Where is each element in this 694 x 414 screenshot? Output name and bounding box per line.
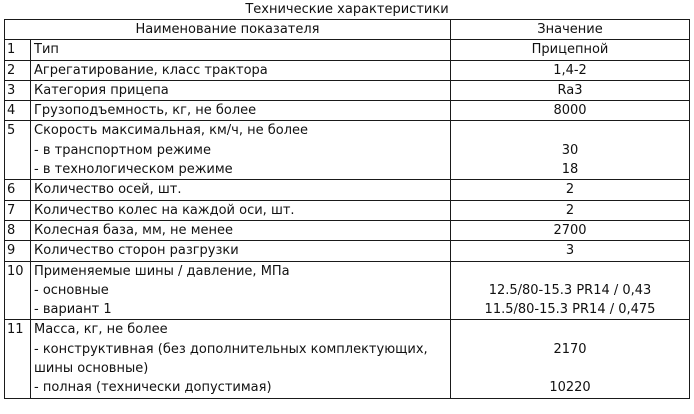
parameter-value — [451, 241, 690, 261]
parameter-name — [31, 60, 451, 80]
row-number: 9 — [5, 241, 31, 261]
row-number: 2 — [5, 60, 31, 80]
parameter-value — [451, 320, 690, 398]
value-line: 8000 — [553, 103, 587, 119]
parameter-name — [31, 320, 451, 398]
row-number: 11 — [5, 320, 31, 398]
header-value: Значение — [451, 20, 690, 40]
parameter-line: Агрегатирование, класс трактора — [34, 62, 268, 78]
parameter-value — [451, 261, 690, 320]
table-row — [5, 121, 690, 180]
row-number: 4 — [5, 101, 31, 121]
parameter-value — [451, 180, 690, 200]
value-line: 2700 — [553, 222, 587, 238]
table-row — [5, 261, 690, 320]
table-row — [5, 220, 690, 240]
parameter-line: Применяемые шины / давление, МПа — [34, 263, 290, 279]
parameter-name — [31, 220, 451, 240]
parameter-line: - основные — [34, 282, 109, 298]
table-row — [5, 200, 690, 220]
row-number: 5 — [5, 121, 31, 180]
parameter-name — [31, 101, 451, 121]
parameter-line: Колесная база, мм, не менее — [34, 222, 233, 238]
parameter-line: - в транспортном режиме — [34, 142, 211, 158]
parameter-line: Количество сторон разгрузки — [34, 243, 239, 259]
parameter-name — [31, 121, 451, 180]
value-line: 10220 — [549, 380, 591, 396]
table-row — [5, 320, 690, 398]
parameter-value — [451, 60, 690, 80]
parameter-name — [31, 40, 451, 60]
parameter-line: Количество осей, шт. — [34, 182, 182, 198]
value-line: 1,4-2 — [553, 62, 587, 78]
parameter-name — [31, 80, 451, 100]
parameter-value — [451, 40, 690, 60]
parameter-line: - конструктивная (без дополнительных комплектующих, — [34, 341, 428, 357]
value-line: 2 — [565, 182, 575, 198]
parameter-value — [451, 200, 690, 220]
value-line: 12.5/80-15.3 PR14 / 0,43 — [488, 282, 652, 298]
table-row — [5, 180, 690, 200]
table-row — [5, 80, 690, 100]
table-row — [5, 241, 690, 261]
value-line — [451, 262, 689, 281]
row-number: 8 — [5, 220, 31, 240]
parameter-line: Тип — [34, 42, 59, 58]
value-line: 2 — [565, 202, 575, 218]
row-number: 1 — [5, 40, 31, 60]
header-name: Наименование показателя — [5, 20, 451, 40]
parameter-name — [31, 180, 451, 200]
parameter-line: - вариант 1 — [34, 302, 112, 318]
parameter-value — [451, 101, 690, 121]
parameter-line: - полная (технически допустимая) — [34, 380, 272, 396]
parameter-line: шины основные) — [34, 361, 149, 377]
table-row — [5, 101, 690, 121]
table-caption: Технические характеристики — [245, 2, 449, 17]
specifications-table — [4, 19, 690, 399]
row-number: 7 — [5, 200, 31, 220]
value-line — [451, 121, 689, 140]
value-line — [451, 320, 689, 339]
parameter-value — [451, 121, 690, 180]
parameter-value — [451, 220, 690, 240]
parameter-line: Количество колес на каждой оси, шт. — [34, 202, 295, 218]
parameter-line: Скорость максимальная, км/ч, не более — [34, 123, 309, 139]
value-line: 18 — [561, 162, 579, 178]
value-line: 30 — [561, 142, 579, 158]
value-line: Прицепной — [531, 42, 609, 58]
row-number: 3 — [5, 80, 31, 100]
value-line: 11.5/80-15.3 PR14 / 0,475 — [484, 302, 656, 318]
value-line: Ra3 — [557, 82, 583, 98]
value-line — [451, 359, 689, 378]
value-line: 3 — [565, 243, 575, 259]
parameter-line: - в технологическом режиме — [34, 162, 233, 178]
parameter-name — [31, 241, 451, 261]
parameter-line: Грузоподъемность, кг, не более — [34, 103, 257, 119]
header-row — [5, 20, 690, 40]
parameter-line: Масса, кг, не более — [34, 322, 168, 338]
parameter-line: Категория прицепа — [34, 82, 169, 98]
table-row — [5, 60, 690, 80]
parameter-name — [31, 200, 451, 220]
row-number: 10 — [5, 261, 31, 320]
parameter-name — [31, 261, 451, 320]
row-number: 6 — [5, 180, 31, 200]
value-line: 2170 — [553, 341, 587, 357]
table-row — [5, 40, 690, 60]
parameter-value — [451, 80, 690, 100]
